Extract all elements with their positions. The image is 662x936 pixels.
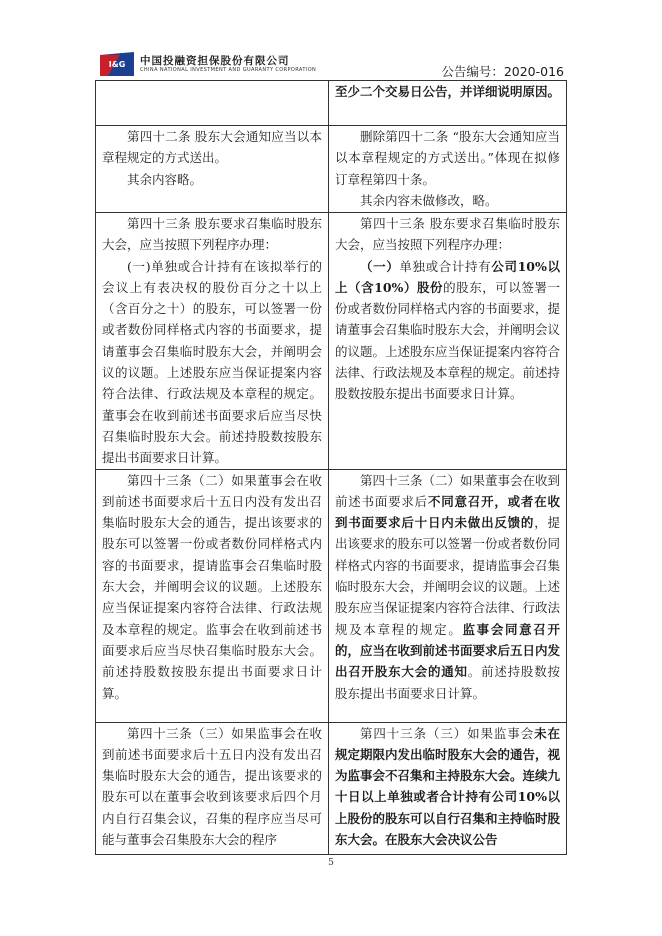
- company-name-cn: 中国投融资担保股份有限公司: [140, 55, 290, 67]
- original-text: 第四十三条（三）如果监事会在收到前述书面要求后十五日内没有发出召集临时股东大会的通告，提出该要求的股东可以在董事会收到该要求后四个月内自行召集会议，召集的程序应当尽可能与董事会召集股东大会的程序: [102, 725, 322, 848]
- original-cell: [96, 722, 329, 854]
- revised-bold-text: （一）: [360, 258, 400, 274]
- revised-plain-text: 的股东，可以签署一份或者数份同样格式内容的书面要求，提请董事会召集临时股东大会，并阐明会议的议题。上述股东应当保证提案内容符合法律、行政法规及本章程的规定。前述持股数按股东提出书面要求日计算。: [335, 279, 561, 402]
- revised-bold-text: 未在规定期限内发出临时股东大会的通告，视为监事会不召集和主持股东大会。连续九十日以上单独或者合计持有公司10%以上股份的股东可以自行召集和主持临时股东大会。在股东大会决议公告: [335, 725, 561, 848]
- original-text: 第四十二条 股东大会通知应当以本章程规定的方式送出。: [102, 129, 322, 166]
- revised-text: [335, 470, 560, 704]
- revised-text: [335, 256, 560, 405]
- original-text: 第四十三条（二）如果董事会在收到前述书面要求后十五日内没有发出召集临时股东大会的通告，提出该要求的股东可以签署一份或者数份同样格式内容的书面要求，提请监事会召集临时股东大会，并阐明会议的议题。上述股东应当保证提案内容符合法律、行政法规及本章程的规定。监事会在收到前述书面要求后应当尽快召集临时股东大会。前述持股数按股东提出书面要求日计算。: [102, 472, 322, 701]
- page-number: 5: [328, 858, 334, 868]
- original-text: 第四十三条 股东要求召集临时股东大会，应当按照下列程序办理：: [102, 216, 322, 253]
- revised-cell: [329, 469, 567, 722]
- original-cell: [96, 469, 329, 722]
- revised-text: 第四十三条 股东要求召集临时股东大会，应当按照下列程序办理：: [335, 216, 560, 253]
- original-cell: [96, 81, 329, 126]
- revised-plain-text: 第四十三条（三）如果监事会: [360, 725, 535, 741]
- logo-text: I&G: [108, 60, 126, 69]
- original-text: (一)单独或合计持有在该拟举行的会议上有表决权的股份百分之十以上（含百分之十）的股东，可以签署一份或者数份同样格式内容的书面要求，提请董事会召集临时股东大会，并阐明会议的议题。上述股东应当保证提案内容符合法律、行政法规及本章程的规定。董事会在收到前述书面要求后应当尽快召集临时股东大会。前述持股数按股东提出书面要求日计算。: [102, 258, 322, 466]
- original-cell: [96, 126, 329, 213]
- amendment-comparison-table: [95, 80, 567, 855]
- revised-cell: [329, 126, 567, 213]
- announcement-number: 公告编号：2020-016: [441, 64, 564, 79]
- table-row: [96, 81, 567, 126]
- revised-cell: [329, 722, 567, 854]
- table-row: [96, 213, 567, 470]
- company-name-en: CHINA NATIONAL INVESTMENT AND GUARANTY CORPORATION: [140, 67, 317, 73]
- revised-text: 至少二个交易日公告，并详细说明原因。: [335, 84, 561, 99]
- revised-cell: [329, 81, 567, 126]
- revised-plain-text: 单独或合计持有: [399, 258, 492, 274]
- revised-bold-text: 不同意召开，或者在收到书面要求后十日内未做出反馈的: [335, 493, 560, 531]
- revised-plain-text: 。前述持股数按股东提出书面要求日计算。: [335, 664, 560, 701]
- revised-cell: [329, 213, 567, 470]
- revised-plain-text: ，提出该要求的股东可以签署一份或者数份同样格式内容的书面要求，提请监事会召集临时股东大会，并阐明会议的议题。上述股东应当保证提案内容符合法律、行政法规及本章程的规定。: [335, 515, 561, 637]
- original-text: 其余内容略。: [127, 171, 203, 187]
- revised-text: [335, 723, 560, 851]
- table-row: [96, 469, 567, 722]
- original-cell: [96, 213, 329, 470]
- page-header: [96, 50, 576, 82]
- company-logo: [100, 52, 134, 76]
- table-row: [96, 126, 567, 213]
- revised-bold-text: 监事会同意召开的，应当在收到前述书面要求后五日内发出召开股东大会的通知: [335, 621, 561, 680]
- revised-bold-text: 公司10%以上（含10%）股份: [335, 258, 560, 295]
- revised-text: 其余内容未做修改，略。: [360, 192, 498, 208]
- revised-plain-text: 第四十三条（二）如果董事会在收到前述书面要求后: [335, 472, 561, 509]
- table-row: [96, 722, 567, 854]
- revised-text: 删除第四十二条 “股东大会通知应当以本章程规定的方式送出。”体现在拟修订章程第四十条。: [335, 129, 560, 187]
